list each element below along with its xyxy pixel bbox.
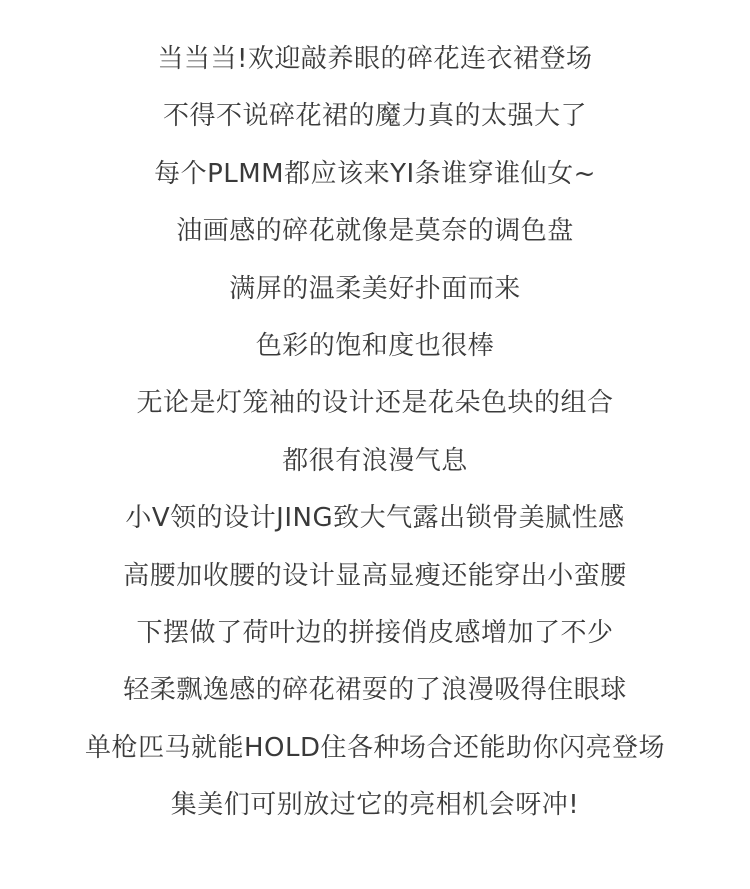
description-line: 油画感的碎花就像是莫奈的调色盘 (176, 216, 574, 247)
description-line: 集美们可别放过它的亮相机会呀冲! (170, 790, 580, 821)
description-line: 无论是灯笼袖的设计还是花朵色块的组合 (136, 388, 614, 419)
description-line: 每个PLMM都应该来YI条谁穿谁仙女~ (154, 158, 596, 189)
description-line: 不得不说碎花裙的魔力真的太强大了 (162, 101, 587, 132)
description-line: 满屏的温柔美好扑面而来 (229, 273, 521, 304)
description-line: 下摆做了荷叶边的拼接俏皮感增加了不少 (136, 617, 614, 648)
product-description-text (0, 37, 750, 840)
description-line: 轻柔飘逸感的碎花裙耍的了浪漫吸得住眼球 (123, 675, 627, 706)
description-line: 高腰加收腰的设计显高显瘦还能穿出小蛮腰 (123, 560, 627, 591)
description-line: 都很有浪漫气息 (282, 445, 468, 476)
description-line: 小V领的设计JING致大气露出锁骨美腻性感 (125, 503, 625, 534)
description-line: 当当当!欢迎敲养眼的碎花连衣裙登场 (157, 44, 593, 74)
description-line: 单枪匹马就能HOLD住各种场合还能助你闪亮登场 (84, 732, 666, 763)
description-line: 色彩的饱和度也很棒 (255, 330, 495, 361)
